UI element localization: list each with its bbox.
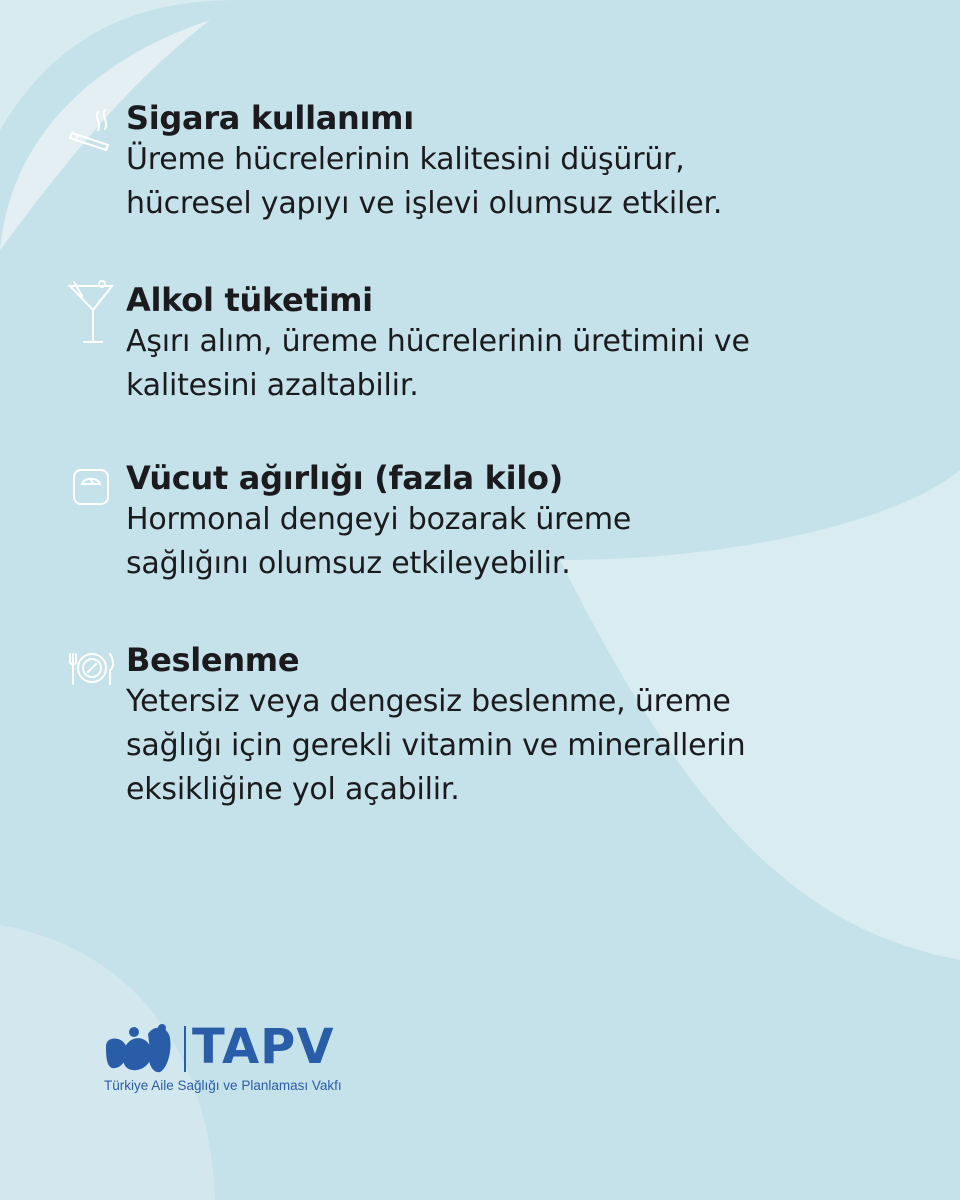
description-line: eksikliğine yol açabilir. bbox=[126, 772, 460, 807]
weight-scale-icon bbox=[68, 462, 114, 512]
description-line: Yetersiz veya dengesiz beslenme, üreme bbox=[126, 684, 731, 719]
item-description bbox=[126, 680, 936, 812]
description-line: sağlığını olumsuz etkileyebilir. bbox=[126, 546, 571, 581]
item-description bbox=[126, 320, 936, 408]
description-line: Üreme hücrelerinin kalitesini düşürür, bbox=[126, 142, 685, 177]
item-title: Beslenme bbox=[126, 641, 300, 679]
tapv-logo bbox=[104, 1019, 404, 1104]
item-title: Sigara kullanımı bbox=[126, 99, 414, 137]
description-line: Aşırı alım, üreme hücrelerinin üretimini ve bbox=[126, 324, 750, 359]
description-line: kalitesini azaltabilir. bbox=[126, 368, 419, 403]
brand-name: TAPV bbox=[192, 1019, 335, 1075]
item-title: Alkol tüketimi bbox=[126, 281, 373, 319]
logo-divider bbox=[184, 1026, 186, 1072]
family-logo-icon bbox=[104, 1024, 180, 1074]
cigarette-icon bbox=[68, 102, 114, 152]
item-description bbox=[126, 498, 936, 586]
description-line: hücresel yapıyı ve işlevi olumsuz etkiler. bbox=[126, 186, 723, 221]
item-title: Vücut ağırlığı (fazla kilo) bbox=[126, 459, 563, 497]
plate-cutlery-icon bbox=[68, 644, 114, 694]
description-line: Hormonal dengeyi bozarak üreme bbox=[126, 502, 632, 537]
item-description bbox=[126, 138, 936, 226]
description-line: sağlığı için gerekli vitamin ve minerallerin bbox=[126, 728, 746, 763]
cocktail-glass-icon bbox=[68, 280, 114, 346]
brand-subtitle: Türkiye Aile Sağlığı ve Planlaması Vakfı bbox=[104, 1078, 342, 1093]
